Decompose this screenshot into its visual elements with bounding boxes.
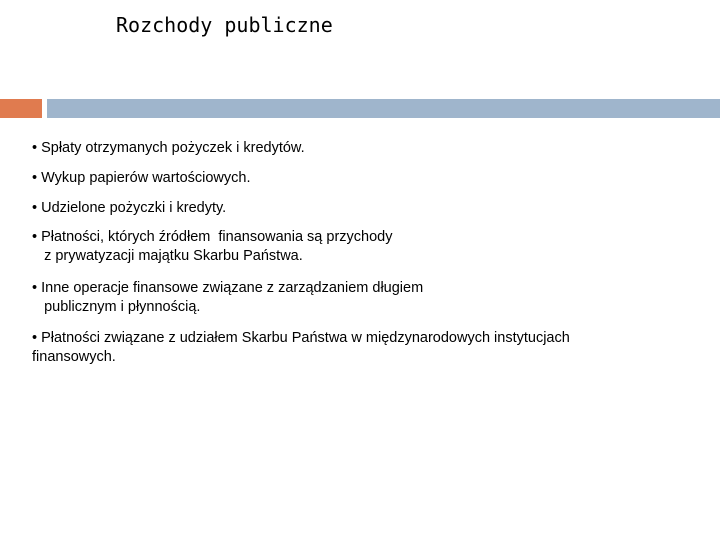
slide-title: Rozchody publiczne [116,13,333,37]
bullet-item: • Płatności związane z udziałem Skarbu Państwa w międzynarodowych instytucjach finansowych. [32,330,570,365]
bullet-item: • Udzielone pożyczki i kredyty. [32,200,227,216]
bullet-item: • Inne operacje finansowe związane z zarządzaniem długiem publicznym i płynnością. [32,280,424,315]
bullet-item: • Spłaty otrzymanych pożyczek i kredytów. [32,140,305,156]
bullet-item: • Wykup papierów wartościowych. [32,170,251,186]
accent-bar [47,99,720,118]
accent-square [0,99,42,118]
bullet-item: • Płatności, których źródłem finansowania są przychody z prywatyzacji majątku Skarbu Państwa. [32,229,393,264]
